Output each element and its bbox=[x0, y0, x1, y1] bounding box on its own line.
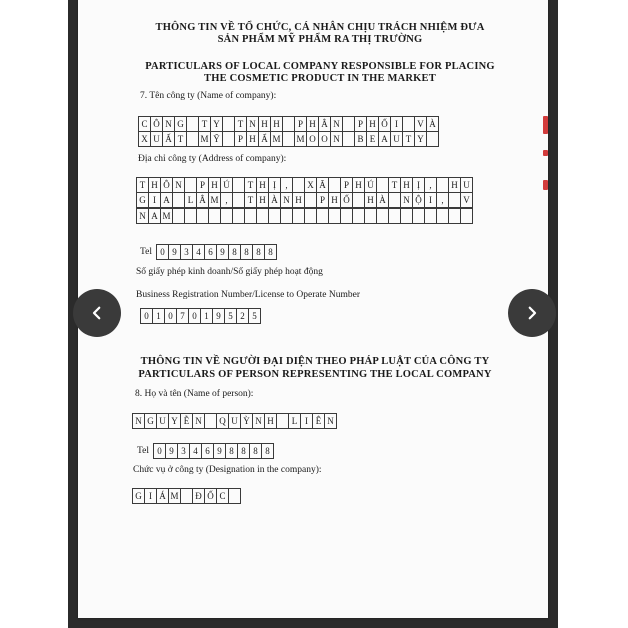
char-box: 4 bbox=[189, 443, 202, 459]
char-box bbox=[228, 488, 241, 504]
company-tel bbox=[140, 244, 277, 260]
char-box: I bbox=[148, 192, 161, 208]
char-box: 8 bbox=[225, 443, 238, 459]
grid-row bbox=[140, 308, 261, 324]
char-box: 9 bbox=[212, 308, 225, 324]
char-box: , bbox=[220, 192, 233, 208]
char-box: À bbox=[376, 192, 389, 208]
char-box: 8 bbox=[264, 244, 277, 260]
char-box: H bbox=[400, 177, 413, 193]
char-box: 9 bbox=[168, 244, 181, 260]
char-box: Q bbox=[216, 413, 229, 429]
section1-title-en: PARTICULARS OF LOCAL COMPANY RESPONSIBLE FOR PLACING THE COSMETIC PRODUCT IN THE MARKET bbox=[145, 61, 495, 84]
char-box: Ê bbox=[312, 413, 325, 429]
char-box: 8 bbox=[249, 443, 262, 459]
grid-row bbox=[136, 193, 473, 209]
char-box: Ẩ bbox=[258, 131, 271, 147]
person-name-grid bbox=[132, 413, 337, 429]
char-box: 0 bbox=[164, 308, 177, 324]
char-box: B bbox=[354, 131, 367, 147]
char-box: T bbox=[136, 177, 149, 193]
char-box: Ấ bbox=[162, 131, 175, 147]
char-box: H bbox=[352, 177, 365, 193]
person-tel-grid bbox=[153, 443, 274, 459]
char-box: T bbox=[174, 131, 187, 147]
char-box: 8 bbox=[228, 244, 241, 260]
chevron-right-icon bbox=[523, 304, 541, 322]
license-label-vi: Số giấy phép kinh doanh/Số giấy phép hoạt động bbox=[136, 267, 323, 277]
char-box: Ú bbox=[364, 177, 377, 193]
char-box: 1 bbox=[200, 308, 213, 324]
char-box: 7 bbox=[176, 308, 189, 324]
char-box: X bbox=[138, 131, 151, 147]
char-box: N bbox=[172, 177, 185, 193]
char-box: A bbox=[378, 131, 391, 147]
char-box: 0 bbox=[153, 443, 166, 459]
char-box: U bbox=[150, 131, 163, 147]
char-box: V bbox=[414, 116, 427, 132]
char-box: M bbox=[270, 131, 283, 147]
char-box: 8 bbox=[252, 244, 265, 260]
char-box: Ô bbox=[160, 177, 173, 193]
char-box: 4 bbox=[192, 244, 205, 260]
grid-row bbox=[138, 132, 439, 148]
char-box: Ố bbox=[204, 488, 217, 504]
char-box: N bbox=[162, 116, 175, 132]
char-box: H bbox=[328, 192, 341, 208]
grid-row bbox=[136, 177, 473, 193]
char-box: 9 bbox=[216, 244, 229, 260]
red-edge-mark bbox=[543, 180, 548, 190]
char-box: 0 bbox=[188, 308, 201, 324]
char-box: Â bbox=[196, 192, 209, 208]
char-box: H bbox=[366, 116, 379, 132]
char-box: , bbox=[424, 177, 437, 193]
char-box: 8 bbox=[237, 443, 250, 459]
designation-grid bbox=[132, 488, 241, 504]
char-box: Y bbox=[210, 116, 223, 132]
char-box: Ỳ bbox=[240, 413, 253, 429]
char-box: Ị bbox=[412, 177, 425, 193]
person-tel bbox=[137, 443, 274, 459]
red-edge-mark bbox=[543, 150, 548, 156]
char-box: P bbox=[234, 131, 247, 147]
char-box: Ô bbox=[150, 116, 163, 132]
char-box: I bbox=[390, 116, 403, 132]
char-box: H bbox=[246, 131, 259, 147]
char-box: P bbox=[340, 177, 353, 193]
char-box: I bbox=[300, 413, 313, 429]
char-box: Đ bbox=[192, 488, 205, 504]
char-box: N bbox=[324, 413, 337, 429]
char-box: Ã bbox=[316, 177, 329, 193]
company-tel-grid bbox=[156, 244, 277, 260]
char-box: H bbox=[292, 192, 305, 208]
char-box: 2 bbox=[236, 308, 249, 324]
char-box: T bbox=[234, 116, 247, 132]
company-name-label: 7. Tên công ty (Name of company): bbox=[140, 91, 277, 101]
section2-title-vi: THÔNG TIN VỀ NGƯỜI ĐẠI DIỆN THEO PHÁP LUẬT CỦA CÔNG TY bbox=[140, 356, 490, 367]
char-box: À bbox=[426, 116, 439, 132]
section1-title-vi: THÔNG TIN VỀ TỔ CHỨC, CÁ NHÂN CHỊU TRÁCH NHIỆM ĐƯA SẢN PHẨM MỸ PHẨM RA THỊ TRƯỜNG bbox=[155, 22, 485, 45]
char-box: 6 bbox=[204, 244, 217, 260]
next-page-button[interactable] bbox=[508, 289, 556, 337]
char-box: P bbox=[294, 116, 307, 132]
char-box: Ỹ bbox=[210, 131, 223, 147]
previous-page-button[interactable] bbox=[73, 289, 121, 337]
char-box: Ộ bbox=[412, 192, 425, 208]
char-box: Ố bbox=[378, 116, 391, 132]
char-box: P bbox=[354, 116, 367, 132]
char-box bbox=[460, 208, 473, 224]
char-box: 5 bbox=[248, 308, 261, 324]
char-box: H bbox=[306, 116, 319, 132]
char-box: M bbox=[168, 488, 181, 504]
designation-label: Chức vụ ở công ty (Designation in the company): bbox=[133, 465, 322, 475]
char-box: V bbox=[460, 192, 473, 208]
char-box: 0 bbox=[140, 308, 153, 324]
license-number-grid bbox=[140, 308, 261, 324]
char-box: N bbox=[192, 413, 205, 429]
char-box: P bbox=[316, 192, 329, 208]
tel-label: Tel bbox=[140, 247, 152, 257]
char-box: L bbox=[184, 192, 197, 208]
char-box: X bbox=[304, 177, 317, 193]
char-box: H bbox=[256, 192, 269, 208]
char-box: H bbox=[364, 192, 377, 208]
char-box: T bbox=[244, 192, 257, 208]
char-box: C bbox=[138, 116, 151, 132]
tel-label: Tel bbox=[137, 446, 149, 456]
char-box: H bbox=[264, 413, 277, 429]
char-box: N bbox=[330, 116, 343, 132]
char-box: 8 bbox=[261, 443, 274, 459]
license-label-en: Business Registration Number/License to Operate Number bbox=[136, 290, 360, 300]
grid-row bbox=[136, 209, 473, 225]
char-box: H bbox=[448, 177, 461, 193]
char-box: H bbox=[270, 116, 283, 132]
person-name-label: 8. Họ và tên (Name of person): bbox=[135, 389, 254, 399]
grid-row bbox=[132, 488, 241, 504]
char-box: A bbox=[148, 208, 161, 224]
char-box: N bbox=[132, 413, 145, 429]
char-box: À bbox=[268, 192, 281, 208]
red-edge-mark bbox=[543, 116, 548, 134]
char-box: C bbox=[216, 488, 229, 504]
char-box: 9 bbox=[213, 443, 226, 459]
char-box: 5 bbox=[224, 308, 237, 324]
char-box: U bbox=[390, 131, 403, 147]
char-box: Ị bbox=[268, 177, 281, 193]
address-label: Địa chỉ công ty (Address of company): bbox=[138, 154, 287, 164]
char-box: M bbox=[294, 131, 307, 147]
char-box: E bbox=[366, 131, 379, 147]
char-box: 6 bbox=[201, 443, 214, 459]
char-box: O bbox=[318, 131, 331, 147]
char-box: H bbox=[258, 116, 271, 132]
char-box bbox=[426, 131, 439, 147]
char-box: H bbox=[256, 177, 269, 193]
char-box: Á bbox=[156, 488, 169, 504]
char-box: M bbox=[208, 192, 221, 208]
grid-row bbox=[153, 443, 274, 459]
char-box: T bbox=[198, 116, 211, 132]
char-box: H bbox=[208, 177, 221, 193]
char-box: N bbox=[246, 116, 259, 132]
char-box: U bbox=[460, 177, 473, 193]
char-box: N bbox=[280, 192, 293, 208]
char-box: G bbox=[132, 488, 145, 504]
char-box: Ố bbox=[340, 192, 353, 208]
char-box: , bbox=[436, 192, 449, 208]
char-box: N bbox=[252, 413, 265, 429]
char-box: N bbox=[330, 131, 343, 147]
char-box: L bbox=[288, 413, 301, 429]
char-box: T bbox=[402, 131, 415, 147]
char-box: Ú bbox=[220, 177, 233, 193]
char-box: 1 bbox=[152, 308, 165, 324]
char-box: M bbox=[198, 131, 211, 147]
char-box: , bbox=[280, 177, 293, 193]
char-box: Y bbox=[414, 131, 427, 147]
section2-title-en: PARTICULARS OF PERSON REPRESENTING THE LOCAL COMPANY bbox=[138, 369, 492, 380]
char-box: U bbox=[228, 413, 241, 429]
grid-row bbox=[138, 116, 439, 132]
char-box: 9 bbox=[165, 443, 178, 459]
char-box: O bbox=[306, 131, 319, 147]
char-box: T bbox=[388, 177, 401, 193]
char-box: Â bbox=[318, 116, 331, 132]
chevron-left-icon bbox=[88, 304, 106, 322]
char-box: N bbox=[136, 208, 149, 224]
char-box: G bbox=[136, 192, 149, 208]
char-box: Y bbox=[168, 413, 181, 429]
char-box: 3 bbox=[180, 244, 193, 260]
char-box: U bbox=[156, 413, 169, 429]
char-box: N bbox=[400, 192, 413, 208]
char-box: I bbox=[424, 192, 437, 208]
char-box: G bbox=[174, 116, 187, 132]
grid-row bbox=[132, 413, 337, 429]
char-box: 3 bbox=[177, 443, 190, 459]
char-box: 8 bbox=[240, 244, 253, 260]
char-box: M bbox=[160, 208, 173, 224]
char-box: 0 bbox=[156, 244, 169, 260]
char-box: H bbox=[148, 177, 161, 193]
company-name-grid bbox=[138, 116, 439, 148]
grid-row bbox=[156, 244, 277, 260]
char-box: P bbox=[196, 177, 209, 193]
char-box: T bbox=[244, 177, 257, 193]
char-box: I bbox=[144, 488, 157, 504]
char-box: Ễ bbox=[180, 413, 193, 429]
char-box: A bbox=[160, 192, 173, 208]
char-box: G bbox=[144, 413, 157, 429]
address-grid bbox=[136, 177, 473, 225]
